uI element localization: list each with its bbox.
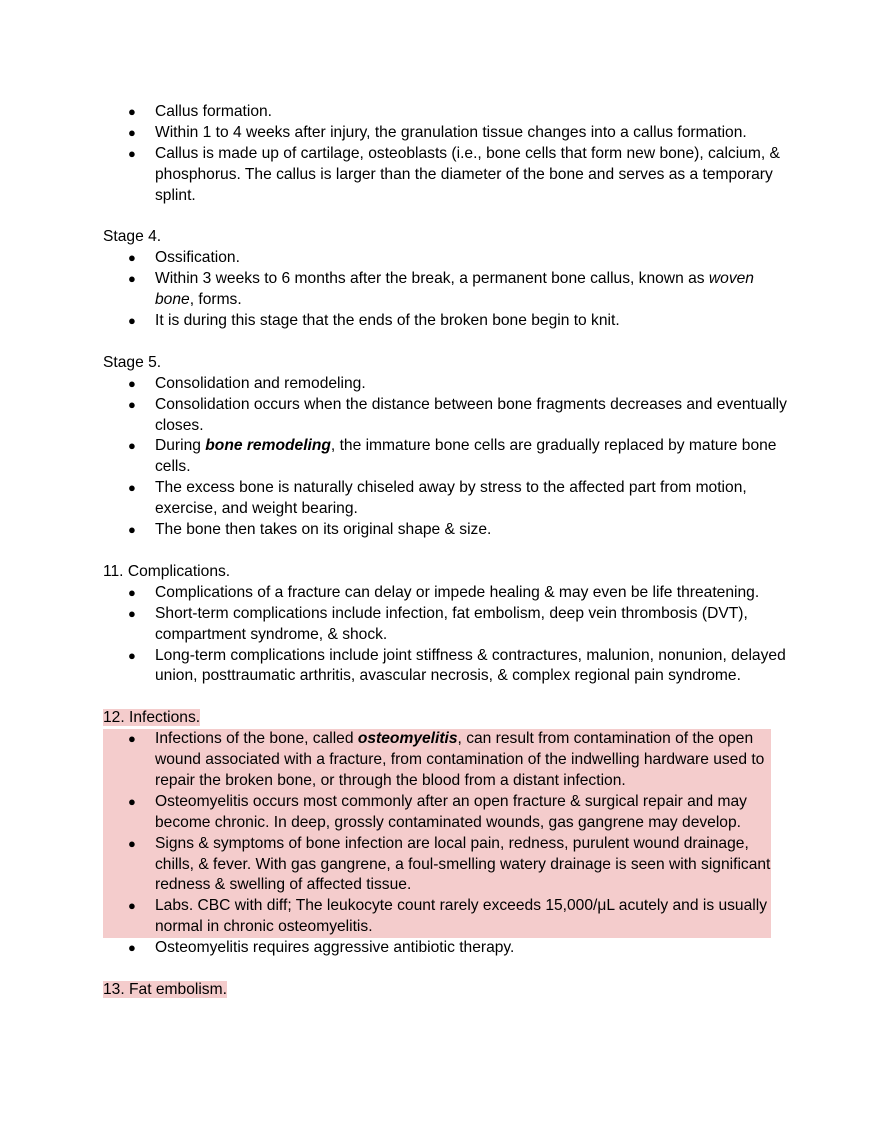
list-item-text: Osteomyelitis occurs most commonly after an open fracture & surgical repair and may become chronic. In deep, grossly contaminated wounds, gas gangrene may develop. [155, 792, 747, 831]
callus-list [103, 102, 793, 207]
list-item [103, 123, 793, 144]
fat-embolism-heading [103, 980, 793, 1001]
bullet-icon: ● [128, 271, 136, 287]
bullet-icon: ● [128, 584, 136, 600]
list-item-text: Long-term complications include joint stiffness & contractures, malunion, nonunion, delayed union, posttraumatic arthritis, avascular necrosis, & complex regional pain syndrome. [155, 646, 786, 685]
bullet-icon: ● [128, 396, 136, 412]
list-item-text: Complications of a fracture can delay or impede healing & may even be life threatening. [155, 583, 760, 601]
bullet-icon: ● [128, 898, 136, 914]
highlighted-text: 12. Infections. [103, 709, 201, 727]
list-item [103, 834, 771, 897]
list-item [103, 102, 793, 123]
bullet-icon: ● [128, 647, 136, 663]
bullet-icon: ● [128, 522, 136, 538]
stage-5-heading: Stage 5. [103, 353, 162, 371]
list-item [103, 395, 793, 437]
bullet-icon: ● [128, 145, 136, 161]
infections-list [103, 729, 793, 959]
bullet-icon: ● [128, 793, 136, 809]
stage-4-heading: Stage 4. [103, 228, 162, 246]
list-item-text: Within 3 weeks to 6 months after the break, a permanent bone callus, known as [155, 270, 709, 288]
list-item-text: , the immature bone cells are gradually replaced by mature bone cells. [155, 437, 777, 476]
bullet-icon: ● [128, 375, 136, 391]
list-item [103, 729, 771, 792]
list-item [103, 604, 793, 646]
list-item [103, 583, 793, 604]
bullet-icon: ● [128, 835, 136, 851]
list-item [103, 248, 793, 269]
list-item-text: It is during this stage that the ends of the broken bone begin to knit. [155, 312, 620, 330]
list-item [103, 374, 793, 395]
list-item [103, 269, 793, 311]
stage-4-list [103, 248, 793, 332]
bullet-icon: ● [128, 104, 136, 119]
bullet-icon: ● [128, 438, 136, 454]
list-item [103, 896, 771, 938]
bullet-icon: ● [128, 731, 136, 747]
bullet-icon: ● [128, 605, 136, 621]
bullet-icon: ● [128, 313, 136, 329]
list-item [103, 792, 771, 834]
stage-5-list [103, 374, 793, 541]
complications-list [103, 583, 793, 688]
highlighted-text: 13. Fat embolism. [103, 980, 227, 998]
list-item [103, 311, 793, 332]
list-item-text: Infections of the bone, called [155, 730, 358, 748]
list-item-text: Callus formation. [155, 103, 272, 120]
list-item-text: Consolidation occurs when the distance between bone fragments decreases and eventually closes. [155, 395, 787, 434]
list-item [103, 520, 793, 541]
emphasis-term: bone remodeling [205, 437, 331, 455]
list-item-text: Ossification. [155, 249, 240, 267]
list-item-text: Consolidation and remodeling. [155, 374, 366, 392]
list-item-text: , can result from contamination of the open wound associated with a fracture, from contamination of the indwelling hardware used to repair the broken bone, or through the blood from a distant infection. [155, 730, 765, 789]
infections-heading [103, 708, 793, 729]
list-item-text: The excess bone is naturally chiseled away by stress to the affected part from motion, exercise, and weight bearing. [155, 479, 747, 518]
list-item-text: Short-term complications include infection, fat embolism, deep vein thrombosis (DVT), compartment syndrome, & shock. [155, 604, 748, 643]
list-item-text: The bone then takes on its original shape & size. [155, 521, 492, 539]
emphasis-term: woven bone [155, 270, 754, 309]
list-item-text: Osteomyelitis requires aggressive antibiotic therapy. [155, 939, 515, 957]
list-item-text: , forms. [189, 291, 242, 309]
bullet-icon: ● [128, 124, 136, 140]
list-item [103, 938, 793, 959]
list-item-text: Labs. CBC with diff; The leukocyte count rarely exceeds 15,000/μL acutely and is usually normal in chronic osteomyelitis. [155, 897, 767, 936]
bullet-icon: ● [128, 250, 136, 266]
bullet-icon: ● [128, 480, 136, 496]
complications-heading: 11. Complications. [103, 562, 231, 580]
list-item-text: Signs & symptoms of bone infection are local pain, redness, purulent wound drainage, chills, & fever. With gas gangrene, a foul-smelling watery drainage is seen with significant redness & swelling of affected tissue. [155, 834, 771, 894]
document-body [103, 102, 793, 1001]
emphasis-term: osteomyelitis [357, 730, 458, 748]
bullet-icon: ● [128, 940, 136, 956]
list-item [103, 646, 793, 688]
list-item-text: Within 1 to 4 weeks after injury, the granulation tissue changes into a callus formation. [155, 123, 747, 141]
list-item [103, 144, 793, 207]
list-item [103, 436, 793, 478]
list-item-text: During [155, 437, 206, 455]
list-item [103, 478, 793, 520]
list-item-text: Callus is made up of cartilage, osteoblasts (i.e., bone cells that form new bone), calcium, & phosphorus. The callus is larger than the diameter of the bone and serves as a temporary splint. [155, 144, 780, 204]
